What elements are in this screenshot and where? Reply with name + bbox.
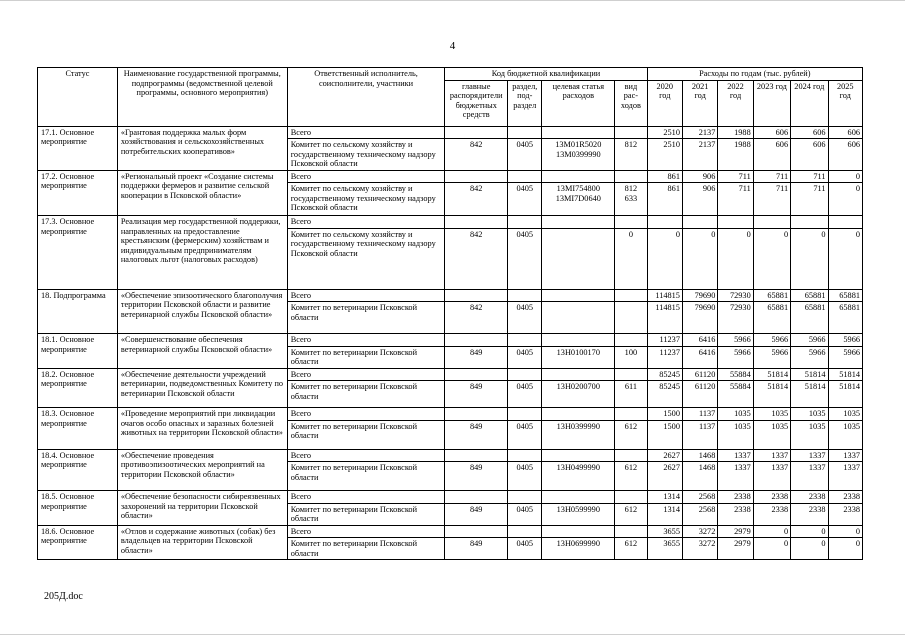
header-kbk: Код бюджетной квалификации: [445, 68, 647, 81]
cell-vid: 612: [615, 420, 647, 449]
cell-vid: 611: [615, 381, 647, 408]
cell-empty: [445, 449, 508, 462]
cell-empty: [542, 170, 615, 183]
cell-value: 3272: [682, 538, 717, 560]
cell-total-label: Всего: [287, 368, 445, 381]
cell-razdel: 0405: [508, 503, 542, 525]
table-body: [38, 126, 863, 560]
cell-total-value: 11237: [647, 334, 682, 347]
cell-value: 0: [791, 538, 828, 560]
header-year: 2025 год: [828, 80, 863, 126]
cell-value: 2338: [828, 503, 863, 525]
header-razdel: раздел, под-раздел: [508, 80, 542, 126]
cell-empty: [615, 491, 647, 504]
cell-article: 13М01R5020 13М0399990: [542, 139, 615, 171]
header-vid: вид рас-ходов: [615, 80, 647, 126]
cell-name: «Проведение мероприятий при ликвидации очагов особо опасных и заразных болезней животных на территории Псковской области»: [117, 408, 287, 450]
cell-empty: [508, 449, 542, 462]
cell-executor: Комитет по сельскому хозяйству и государственному техническому надзору Псковской области: [287, 228, 445, 289]
cell-total-value: 51814: [791, 368, 828, 381]
cell-status: 17.3. Основное мероприятие: [38, 216, 118, 290]
cell-executor: Комитет по ветеринарии Псковской области: [287, 462, 445, 491]
cell-value: 1035: [718, 420, 753, 449]
cell-empty: [508, 491, 542, 504]
cell-total-value: 51814: [753, 368, 790, 381]
cell-total-value: 1137: [682, 408, 717, 421]
cell-value: 51814: [791, 381, 828, 408]
header-grbs: главные распорядители бюджетных средств: [445, 80, 508, 126]
cell-value: 5966: [753, 346, 790, 368]
cell-razdel: 0405: [508, 139, 542, 171]
cell-name: «Обеспечение эпизоотического благополучия территории Псковской области и развитие ветеринарной службы Псковской области»: [117, 289, 287, 334]
cell-status: 18.3. Основное мероприятие: [38, 408, 118, 450]
cell-status: 18.5. Основное мероприятие: [38, 491, 118, 526]
cell-name: «Обеспечение проведения противоэпизоотических мероприятий на территории Псковской области»: [117, 449, 287, 491]
cell-executor: Комитет по ветеринарии Псковской области: [287, 381, 445, 408]
cell-total-value: 1988: [718, 126, 753, 139]
cell-value: 606: [828, 139, 863, 171]
cell-article: 13МI754800 13МI7D0640: [542, 183, 615, 216]
cell-total-value: 1035: [791, 408, 828, 421]
cell-name: Реализация мер государственной поддержки, направленных на предоставление крестьянским (фермерским) хозяйствам и индивидуальным предпринимателям налоговых льгот (налоговых расходов): [117, 216, 287, 290]
header-year: 2024 год: [791, 80, 828, 126]
cell-total-value: 1468: [682, 449, 717, 462]
cell-total-value: 2338: [791, 491, 828, 504]
cell-total-value: 65881: [753, 289, 790, 302]
cell-value: 51814: [828, 381, 863, 408]
cell-empty: [508, 289, 542, 302]
cell-total-value: [753, 216, 790, 229]
cell-vid: 612: [615, 503, 647, 525]
cell-empty: [542, 126, 615, 139]
cell-value: 1337: [753, 462, 790, 491]
cell-empty: [445, 491, 508, 504]
header-executor: Ответственный исполнитель, соисполнители, участники: [287, 68, 445, 127]
cell-empty: [615, 216, 647, 229]
cell-total-value: 1337: [791, 449, 828, 462]
table-row-total: [38, 334, 863, 347]
cell-total-value: 1035: [828, 408, 863, 421]
cell-total-value: 861: [647, 170, 682, 183]
cell-article: 13Н0200700: [542, 381, 615, 408]
cell-empty: [508, 126, 542, 139]
cell-total-value: 711: [718, 170, 753, 183]
cell-value: 711: [791, 183, 828, 216]
cell-name: «Обеспечение безопасности сибиреязвенных захоронений на территории Псковской области»: [117, 491, 287, 526]
cell-empty: [445, 126, 508, 139]
cell-empty: [542, 408, 615, 421]
cell-total-label: Всего: [287, 449, 445, 462]
cell-value: 1035: [791, 420, 828, 449]
cell-value: 0: [791, 228, 828, 289]
cell-name: «Грантовая поддержка малых форм хозяйствования и сельскохозяйственных потребительских кооперативов»: [117, 126, 287, 170]
cell-status: 18.4. Основное мероприятие: [38, 449, 118, 491]
header-name: Наименование государственной программы, подпрограммы (ведомственной целевой программы, основного мероприятия): [117, 68, 287, 127]
cell-empty: [508, 408, 542, 421]
cell-name: «Обеспечение деятельности учреждений ветеринарии, подведомственных Комитету по ветеринарии Псковской области: [117, 368, 287, 408]
cell-value: 1500: [647, 420, 682, 449]
cell-value: 11237: [647, 346, 682, 368]
cell-total-label: Всего: [287, 170, 445, 183]
cell-total-value: 1035: [753, 408, 790, 421]
cell-executor: Комитет по сельскому хозяйству и государственному техническому надзору Псковской области: [287, 139, 445, 171]
cell-value: 1988: [718, 139, 753, 171]
cell-empty: [615, 449, 647, 462]
cell-total-value: 79690: [682, 289, 717, 302]
cell-razdel: 0405: [508, 346, 542, 368]
cell-grbs: 842: [445, 302, 508, 334]
cell-status: 18.1. Основное мероприятие: [38, 334, 118, 369]
cell-grbs: 849: [445, 381, 508, 408]
cell-value: 1314: [647, 503, 682, 525]
table-row-total: [38, 408, 863, 421]
cell-razdel: 0405: [508, 381, 542, 408]
cell-total-value: 0: [791, 525, 828, 538]
cell-empty: [542, 491, 615, 504]
cell-value: 0: [828, 183, 863, 216]
cell-value: 606: [791, 139, 828, 171]
cell-grbs: 849: [445, 346, 508, 368]
cell-total-label: Всего: [287, 408, 445, 421]
cell-value: 1468: [682, 462, 717, 491]
cell-value: 3655: [647, 538, 682, 560]
cell-vid: 812: [615, 139, 647, 171]
cell-vid: 812 633: [615, 183, 647, 216]
cell-empty: [615, 368, 647, 381]
cell-total-value: 65881: [828, 289, 863, 302]
cell-article: 13Н0100170: [542, 346, 615, 368]
cell-value: 0: [647, 228, 682, 289]
cell-value: 114815: [647, 302, 682, 334]
cell-razdel: 0405: [508, 420, 542, 449]
cell-executor: Комитет по ветеринарии Псковской области: [287, 420, 445, 449]
cell-empty: [542, 289, 615, 302]
table-row-total: [38, 491, 863, 504]
cell-total-value: 114815: [647, 289, 682, 302]
cell-total-value: [682, 216, 717, 229]
cell-value: 5966: [791, 346, 828, 368]
cell-status: 18.2. Основное мероприятие: [38, 368, 118, 408]
cell-total-value: [647, 216, 682, 229]
cell-value: 1337: [828, 462, 863, 491]
cell-status: 17.2. Основное мероприятие: [38, 170, 118, 216]
cell-razdel: 0405: [508, 183, 542, 216]
cell-value: 1035: [828, 420, 863, 449]
cell-total-label: Всего: [287, 216, 445, 229]
cell-empty: [508, 170, 542, 183]
cell-empty: [615, 170, 647, 183]
cell-total-label: Всего: [287, 491, 445, 504]
cell-empty: [508, 368, 542, 381]
cell-value: 2627: [647, 462, 682, 491]
header-expenses: Расходы по годам (тыс. рублей): [647, 68, 862, 81]
cell-total-label: Всего: [287, 525, 445, 538]
cell-total-value: 5966: [753, 334, 790, 347]
cell-value: 51814: [753, 381, 790, 408]
cell-total-value: 606: [828, 126, 863, 139]
cell-total-value: 906: [682, 170, 717, 183]
header-year: 2021 год: [682, 80, 717, 126]
cell-total-value: 2627: [647, 449, 682, 462]
cell-empty: [445, 289, 508, 302]
cell-total-value: 51814: [828, 368, 863, 381]
cell-total-value: 0: [828, 170, 863, 183]
cell-grbs: 849: [445, 503, 508, 525]
cell-value: 1337: [791, 462, 828, 491]
cell-executor: Комитет по ветеринарии Псковской области: [287, 503, 445, 525]
table-row-total: [38, 289, 863, 302]
cell-value: 1337: [718, 462, 753, 491]
cell-value: 61120: [682, 381, 717, 408]
cell-total-value: 55884: [718, 368, 753, 381]
cell-value: 72930: [718, 302, 753, 334]
table-row-total: [38, 449, 863, 462]
cell-value: 1137: [682, 420, 717, 449]
cell-value: 0: [718, 228, 753, 289]
cell-vid: 100: [615, 346, 647, 368]
cell-empty: [445, 408, 508, 421]
cell-empty: [445, 525, 508, 538]
cell-total-value: 6416: [682, 334, 717, 347]
cell-total-value: 2568: [682, 491, 717, 504]
cell-executor: Комитет по ветеринарии Псковской области: [287, 302, 445, 334]
table-row-total: [38, 170, 863, 183]
cell-value: 2137: [682, 139, 717, 171]
cell-empty: [542, 449, 615, 462]
cell-value: 2979: [718, 538, 753, 560]
cell-empty: [615, 334, 647, 347]
cell-razdel: 0405: [508, 462, 542, 491]
cell-vid: 612: [615, 538, 647, 560]
cell-article: [542, 228, 615, 289]
cell-total-value: 2338: [718, 491, 753, 504]
cell-total-value: 1035: [718, 408, 753, 421]
cell-total-value: 0: [828, 525, 863, 538]
header-year: 2022 год: [718, 80, 753, 126]
cell-value: 0: [753, 228, 790, 289]
cell-total-value: 3655: [647, 525, 682, 538]
cell-empty: [615, 289, 647, 302]
header-year: 2020 год: [647, 80, 682, 126]
cell-value: 65881: [828, 302, 863, 334]
cell-total-value: 606: [753, 126, 790, 139]
cell-value: 6416: [682, 346, 717, 368]
cell-value: 1035: [753, 420, 790, 449]
cell-value: 85245: [647, 381, 682, 408]
cell-value: 606: [753, 139, 790, 171]
page-number: 4: [449, 40, 456, 52]
cell-total-value: 65881: [791, 289, 828, 302]
cell-total-value: 2338: [828, 491, 863, 504]
table-row-total: [38, 126, 863, 139]
cell-total-value: 0: [753, 525, 790, 538]
cell-vid: 0: [615, 228, 647, 289]
cell-vid: 612: [615, 462, 647, 491]
cell-vid: [615, 302, 647, 334]
cell-value: 2510: [647, 139, 682, 171]
cell-value: 2338: [791, 503, 828, 525]
cell-value: 0: [828, 538, 863, 560]
cell-value: 711: [753, 183, 790, 216]
cell-total-value: 2137: [682, 126, 717, 139]
cell-empty: [445, 216, 508, 229]
cell-total-value: 61120: [682, 368, 717, 381]
cell-name: «Региональный проект «Создание системы поддержки фермеров и развитие сельской кооперации в Псковской области»: [117, 170, 287, 216]
cell-value: 55884: [718, 381, 753, 408]
cell-razdel: 0405: [508, 228, 542, 289]
cell-total-label: Всего: [287, 334, 445, 347]
cell-value: 2568: [682, 503, 717, 525]
cell-empty: [615, 126, 647, 139]
cell-value: 65881: [791, 302, 828, 334]
cell-grbs: 842: [445, 139, 508, 171]
cell-total-value: 5966: [718, 334, 753, 347]
cell-executor: Комитет по сельскому хозяйству и государственному техническому надзору Псковской области: [287, 183, 445, 216]
cell-total-value: 2510: [647, 126, 682, 139]
cell-value: 711: [718, 183, 753, 216]
cell-total-value: 72930: [718, 289, 753, 302]
cell-empty: [508, 525, 542, 538]
cell-value: 861: [647, 183, 682, 216]
table-row-total: [38, 368, 863, 381]
footer-filename: 205Д.doc: [44, 591, 83, 602]
cell-grbs: 842: [445, 228, 508, 289]
cell-grbs: 849: [445, 538, 508, 560]
cell-value: 65881: [753, 302, 790, 334]
cell-empty: [508, 216, 542, 229]
cell-total-value: [828, 216, 863, 229]
cell-total-value: 1500: [647, 408, 682, 421]
cell-value: 2338: [753, 503, 790, 525]
cell-total-value: [718, 216, 753, 229]
cell-value: 5966: [828, 346, 863, 368]
cell-total-value: 5966: [791, 334, 828, 347]
cell-article: [542, 302, 615, 334]
scan-edge-top: [0, 0, 905, 1]
cell-executor: Комитет по ветеринарии Псковской области: [287, 538, 445, 560]
table-row-total: [38, 216, 863, 229]
cell-empty: [445, 170, 508, 183]
cell-article: 13Н0399990: [542, 420, 615, 449]
cell-status: 17.1. Основное мероприятие: [38, 126, 118, 170]
cell-total-value: 2979: [718, 525, 753, 538]
cell-name: «Отлов и содержание животных (собак) без владельцев на территории Псковской области»: [117, 525, 287, 560]
cell-value: 0: [753, 538, 790, 560]
cell-total-value: 711: [753, 170, 790, 183]
cell-empty: [615, 525, 647, 538]
cell-status: 18. Подпрограмма: [38, 289, 118, 334]
cell-executor: Комитет по ветеринарии Псковской области: [287, 346, 445, 368]
cell-total-value: 2338: [753, 491, 790, 504]
cell-total-value: 1337: [753, 449, 790, 462]
cell-article: 13Н0599990: [542, 503, 615, 525]
cell-value: 0: [682, 228, 717, 289]
header-article: целевая статья расходов: [542, 80, 615, 126]
cell-value: 5966: [718, 346, 753, 368]
cell-total-value: 85245: [647, 368, 682, 381]
header-status: Статус: [38, 68, 118, 127]
cell-grbs: 842: [445, 183, 508, 216]
cell-total-value: 711: [791, 170, 828, 183]
header-year: 2023 год: [753, 80, 790, 126]
cell-empty: [445, 334, 508, 347]
cell-article: 13Н0499990: [542, 462, 615, 491]
cell-empty: [508, 334, 542, 347]
cell-total-value: 5966: [828, 334, 863, 347]
cell-empty: [542, 334, 615, 347]
cell-total-value: 606: [791, 126, 828, 139]
cell-total-value: 3272: [682, 525, 717, 538]
cell-value: 2338: [718, 503, 753, 525]
cell-total-value: 1337: [828, 449, 863, 462]
cell-empty: [542, 216, 615, 229]
cell-value: 79690: [682, 302, 717, 334]
cell-grbs: 849: [445, 420, 508, 449]
scan-edge-bottom: [0, 634, 905, 635]
cell-razdel: 0405: [508, 538, 542, 560]
cell-empty: [542, 525, 615, 538]
cell-value: 906: [682, 183, 717, 216]
cell-name: «Совершенствование обеспечения ветеринарной службы Псковской области»: [117, 334, 287, 369]
cell-total-value: [791, 216, 828, 229]
cell-total-label: Всего: [287, 126, 445, 139]
table-row-total: [38, 525, 863, 538]
cell-article: 13Н0699990: [542, 538, 615, 560]
cell-status: 18.6. Основное мероприятие: [38, 525, 118, 560]
cell-total-label: Всего: [287, 289, 445, 302]
cell-total-value: 1337: [718, 449, 753, 462]
budget-table: [37, 67, 863, 560]
cell-empty: [542, 368, 615, 381]
cell-total-value: 1314: [647, 491, 682, 504]
cell-grbs: 849: [445, 462, 508, 491]
cell-razdel: 0405: [508, 302, 542, 334]
cell-value: 0: [828, 228, 863, 289]
cell-empty: [615, 408, 647, 421]
cell-empty: [445, 368, 508, 381]
